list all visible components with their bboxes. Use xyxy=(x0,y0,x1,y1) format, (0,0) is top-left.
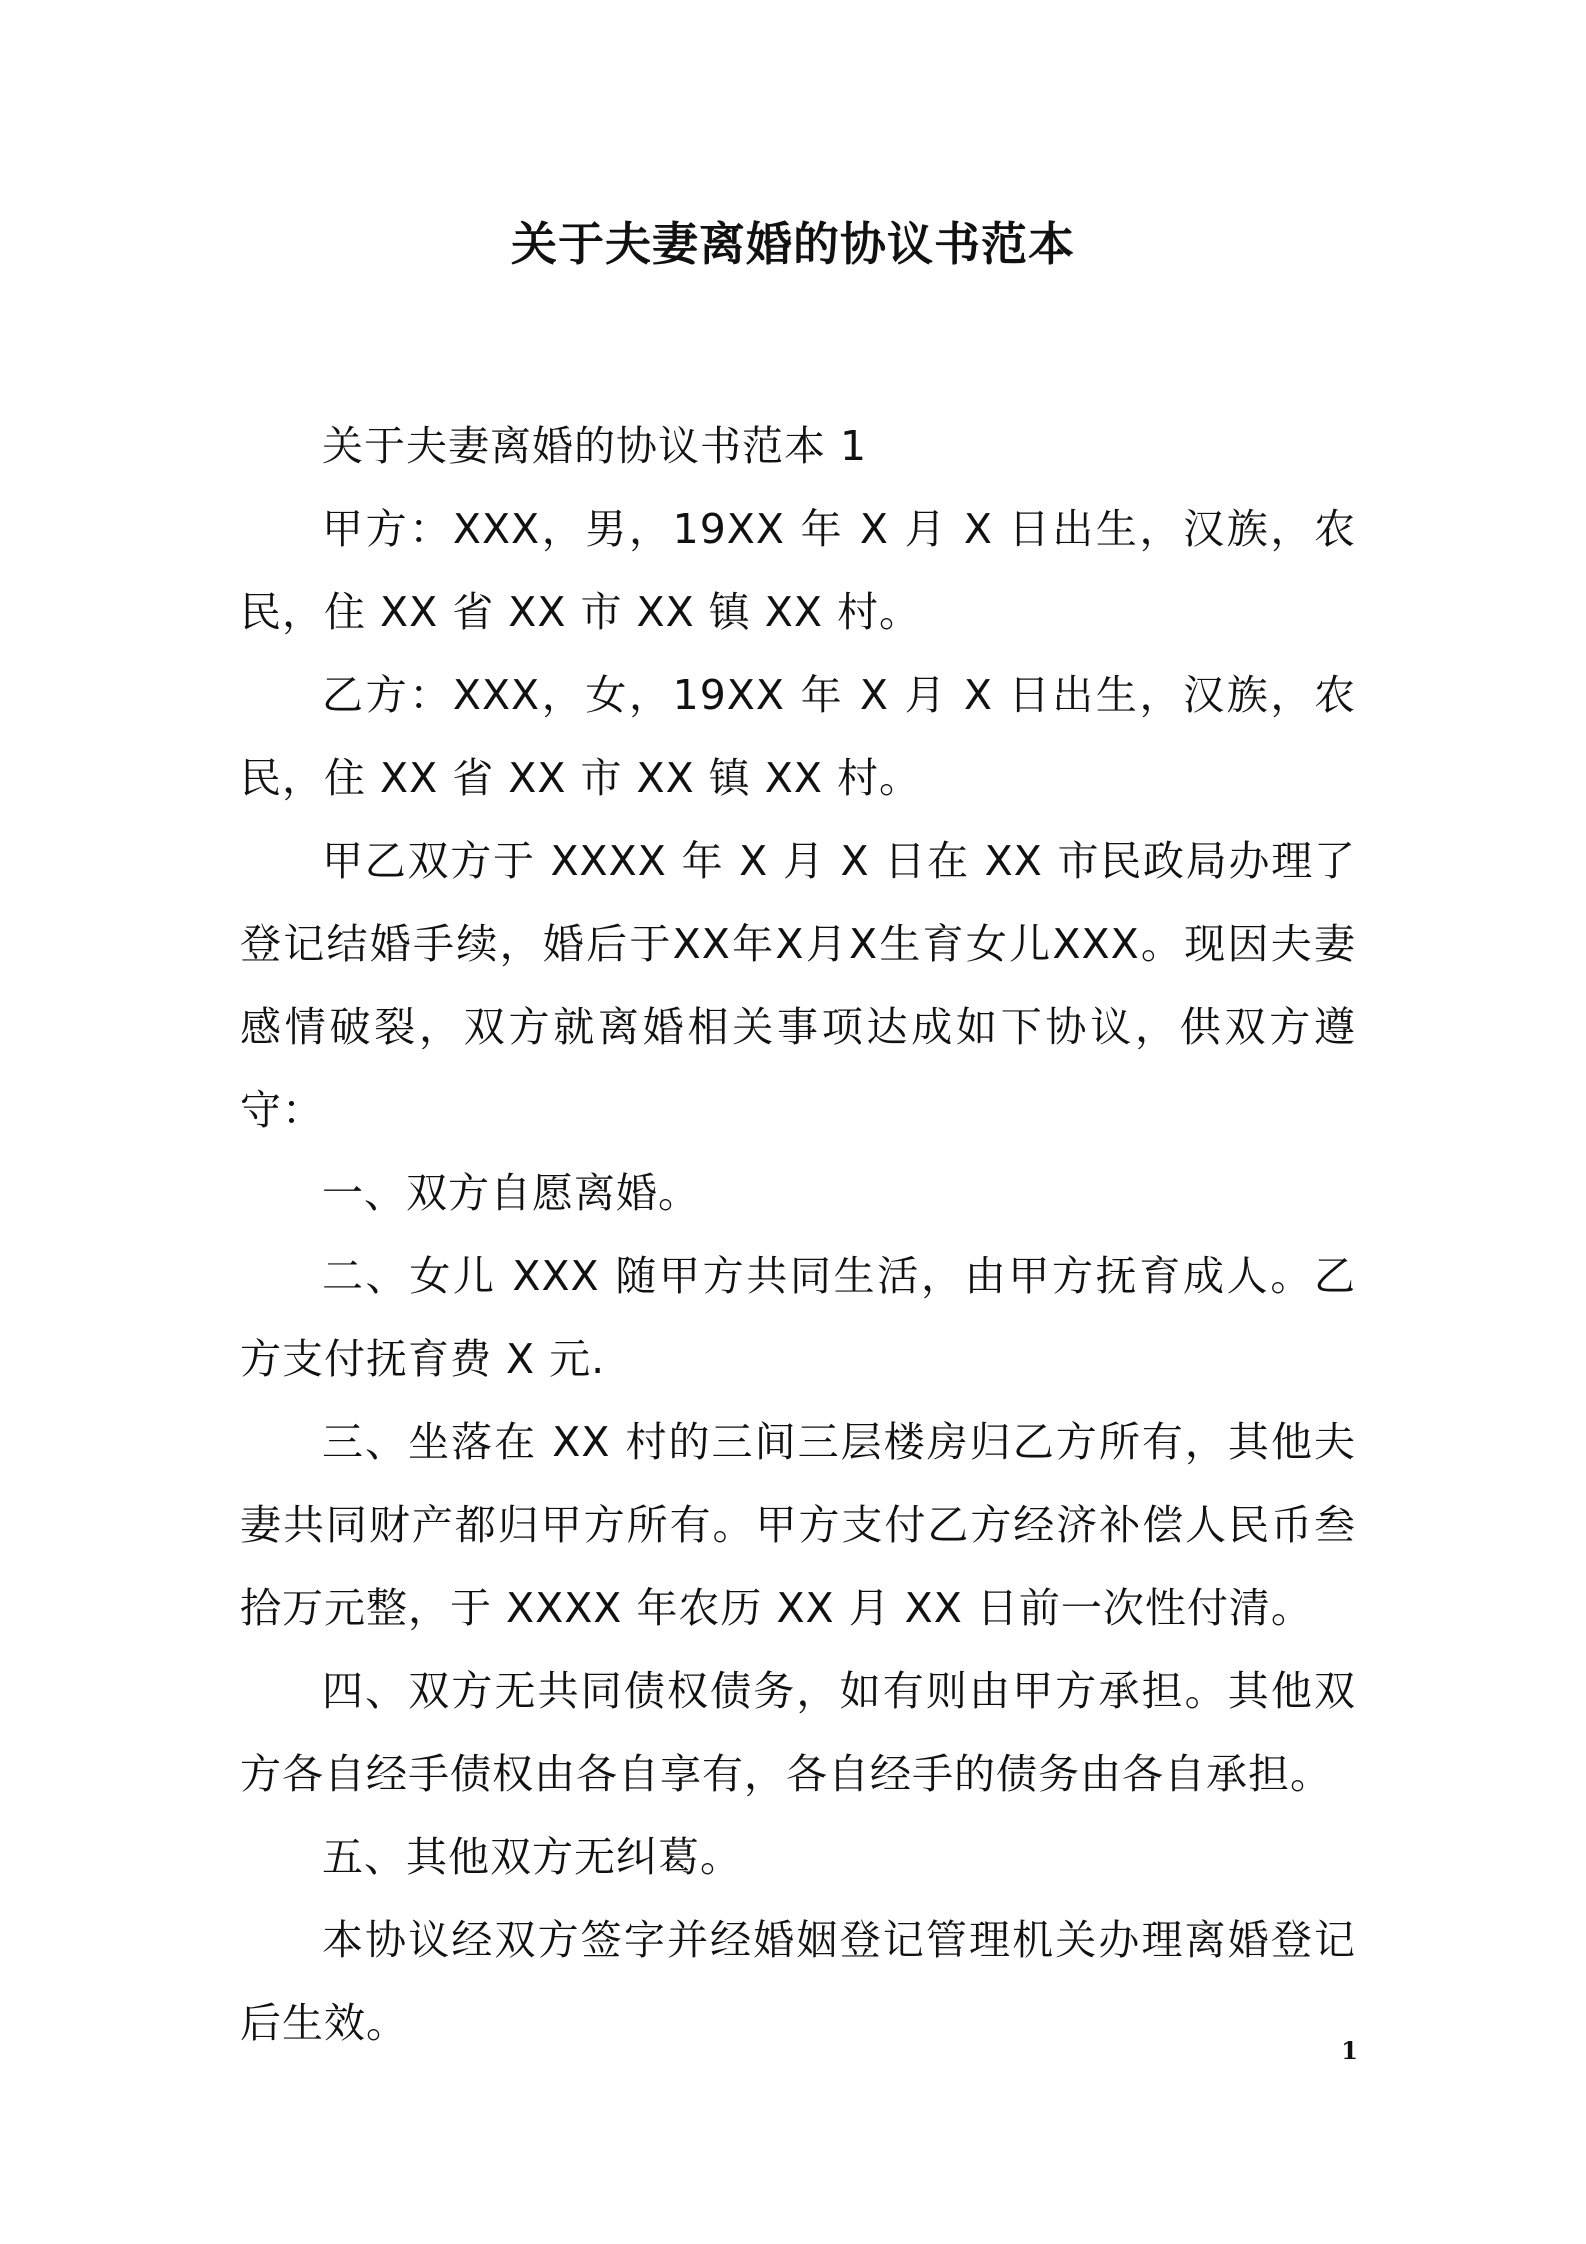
paragraph-party-b: 乙方：XXX，女，19XX 年 X 月 X 日出生，汉族，农民，住 XX 省 XX 市 XX 镇 XX 村。 xyxy=(240,671,1356,802)
paragraph-clause-2: 二、女儿 XXX 随甲方共同生活，由甲方抚育成人。乙方支付抚育费 X 元. xyxy=(240,1252,1356,1383)
paragraph-effective: 本协议经双方签字并经婚姻登记管理机关办理离婚登记后生效。 xyxy=(240,1916,1356,2047)
paragraph-party-a: 甲方：XXX，男，19XX 年 X 月 X 日出生，汉族，农民，住 XX 省 XX 市 XX 镇 XX 村。 xyxy=(240,505,1356,636)
paragraph-clause-4: 四、双方无共同债权债务，如有则由甲方承担。其他双方各自经手债权由各自享有，各自经手的债务由各自承担。 xyxy=(240,1667,1356,1798)
document-body xyxy=(240,405,1356,2065)
page-number: 1 xyxy=(1341,2036,1358,2065)
paragraph-clause-3: 三、坐落在 XX 村的三间三层楼房归乙方所有，其他夫妻共同财产都归甲方所有。甲方支付乙方经济补偿人民币叁拾万元整，于 XXXX 年农历 XX 月 XX 日前一次性付清。 xyxy=(240,1418,1356,1632)
document-title: 关于夫妻离婚的协议书范本 xyxy=(511,217,1075,271)
paragraph-subtitle: 关于夫妻离婚的协议书范本 1 xyxy=(322,422,868,470)
paragraph-preamble: 甲乙双方于 XXXX 年 X 月 X 日在 XX 市民政局办理了登记结婚手续，婚后于XX年X月X生育女儿XXX。现因夫妻感情破裂，双方就离婚相关事项达成如下协议，供双方遵守： xyxy=(240,837,1356,1134)
paragraph-clause-5: 五、其他双方无纠葛。 xyxy=(322,1833,742,1881)
paragraph-clause-1: 一、双方自愿离婚。 xyxy=(322,1169,700,1217)
